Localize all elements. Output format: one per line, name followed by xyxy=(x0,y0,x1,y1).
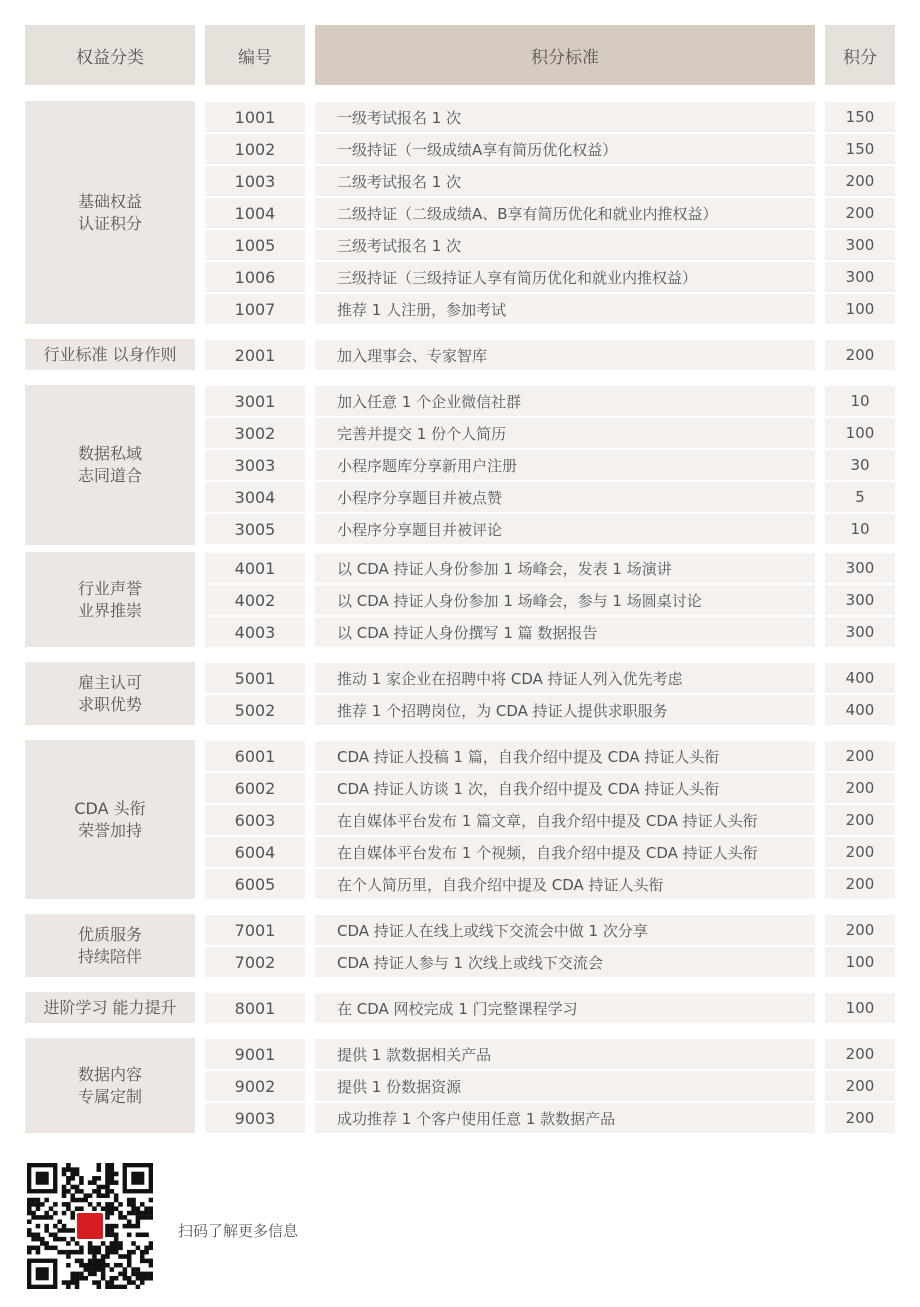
category-label: 雇主认可 xyxy=(77,672,142,692)
row-description: 成功推荐 1 个客户使用任意 1 款数据产品 xyxy=(315,1103,815,1133)
category-label: 行业标准 以身作则 xyxy=(43,344,177,364)
category-label: 基础权益 xyxy=(77,191,142,211)
table-row xyxy=(25,695,895,725)
row-code: 1001 xyxy=(205,102,305,132)
row-description: 推动 1 家企业在招聘中将 CDA 持证人列入优先考虑 xyxy=(315,663,815,693)
row-description: 提供 1 份数据资源 xyxy=(315,1071,815,1101)
header-points: 积分 xyxy=(825,25,895,85)
row-description: 完善并提交 1 份个人简历 xyxy=(315,418,815,448)
row-code: 1007 xyxy=(205,294,305,324)
row-code: 3001 xyxy=(205,386,305,416)
category-group xyxy=(25,740,895,899)
row-points: 200 xyxy=(825,869,895,899)
row-points: 100 xyxy=(825,418,895,448)
header-standard: 积分标准 xyxy=(315,25,815,85)
row-code: 7002 xyxy=(205,947,305,977)
row-description: 二级持证（二级成绩A、B享有简历优化和就业内推权益） xyxy=(315,198,815,228)
row-points: 300 xyxy=(825,585,895,615)
row-points: 400 xyxy=(825,663,895,693)
category-group xyxy=(25,914,895,977)
category-group xyxy=(25,662,895,725)
row-code: 3004 xyxy=(205,482,305,512)
row-code: 6001 xyxy=(205,741,305,771)
qr-code xyxy=(27,1163,153,1289)
row-description: CDA 持证人参与 1 次线上或线下交流会 xyxy=(315,947,815,977)
row-description: 推荐 1 人注册，参加考试 xyxy=(315,294,815,324)
category-group xyxy=(25,101,895,324)
row-description: 推荐 1 个招聘岗位，为 CDA 持证人提供求职服务 xyxy=(315,695,815,725)
table-row xyxy=(25,773,895,803)
qr-logo-icon xyxy=(77,1213,103,1239)
row-description: 三级持证（三级持证人享有简历优化和就业内推权益） xyxy=(315,262,815,292)
row-description: 在个人简历里，自我介绍中提及 CDA 持证人头衔 xyxy=(315,869,815,899)
row-description: 小程序分享题目并被点赞 xyxy=(315,482,815,512)
row-code: 9002 xyxy=(205,1071,305,1101)
row-description: 提供 1 款数据相关产品 xyxy=(315,1039,815,1069)
row-points: 150 xyxy=(825,102,895,132)
row-code: 6002 xyxy=(205,773,305,803)
row-points: 200 xyxy=(825,340,895,370)
category-label: 认证积分 xyxy=(77,213,142,233)
qr-caption: 扫码了解更多信息 xyxy=(178,1222,299,1240)
table-row xyxy=(25,663,895,693)
row-points: 300 xyxy=(825,230,895,260)
table-row xyxy=(25,134,895,164)
category-label: 志同道合 xyxy=(77,466,142,485)
row-points: 200 xyxy=(825,198,895,228)
row-description: 加入理事会、专家智库 xyxy=(315,340,815,370)
row-points: 200 xyxy=(825,1039,895,1069)
row-code: 8001 xyxy=(205,993,305,1023)
table-row xyxy=(25,617,895,647)
category-label: 进阶学习 能力提升 xyxy=(43,997,177,1017)
row-code: 1005 xyxy=(205,230,305,260)
category-label: CDA 头衔 xyxy=(74,798,146,818)
row-code: 3005 xyxy=(205,514,305,544)
row-description: 小程序分享题目并被评论 xyxy=(315,514,815,544)
row-description: 以 CDA 持证人身份撰写 1 篇 数据报告 xyxy=(315,617,815,647)
table-row xyxy=(25,340,895,370)
row-description: 一级考试报名 1 次 xyxy=(315,102,815,132)
row-code: 6004 xyxy=(205,837,305,867)
row-points: 200 xyxy=(825,915,895,945)
row-points: 200 xyxy=(825,773,895,803)
row-description: CDA 持证人在线上或线下交流会中做 1 次分享 xyxy=(315,915,815,945)
table-row xyxy=(25,869,895,899)
category-group xyxy=(25,992,895,1023)
row-description: 加入任意 1 个企业微信社群 xyxy=(315,386,815,416)
row-description: 在自媒体平台发布 1 个视频，自我介绍中提及 CDA 持证人头衔 xyxy=(315,837,815,867)
row-code: 1003 xyxy=(205,166,305,196)
row-code: 1002 xyxy=(205,134,305,164)
row-points: 200 xyxy=(825,166,895,196)
table-row xyxy=(25,837,895,867)
table-row xyxy=(25,386,895,416)
row-points: 100 xyxy=(825,993,895,1023)
row-description: 三级考试报名 1 次 xyxy=(315,230,815,260)
row-code: 4001 xyxy=(205,553,305,583)
row-code: 9001 xyxy=(205,1039,305,1069)
row-points: 400 xyxy=(825,695,895,725)
table-row xyxy=(25,993,895,1023)
row-description: 在自媒体平台发布 1 篇文章，自我介绍中提及 CDA 持证人头衔 xyxy=(315,805,815,835)
row-description: CDA 持证人访谈 1 次，自我介绍中提及 CDA 持证人头衔 xyxy=(315,773,815,803)
row-code: 2001 xyxy=(205,340,305,370)
row-points: 5 xyxy=(825,482,895,512)
table-row xyxy=(25,482,895,512)
table-row xyxy=(25,585,895,615)
table-row xyxy=(25,450,895,480)
row-description: 在 CDA 网校完成 1 门完整课程学习 xyxy=(315,993,815,1023)
row-code: 1006 xyxy=(205,262,305,292)
category-group xyxy=(25,385,895,545)
category-label: 持续陪伴 xyxy=(77,946,142,966)
row-points: 300 xyxy=(825,617,895,647)
row-code: 6005 xyxy=(205,869,305,899)
row-points: 10 xyxy=(825,386,895,416)
category-group xyxy=(25,552,895,647)
table-row xyxy=(25,166,895,196)
row-code: 6003 xyxy=(205,805,305,835)
category-label: 数据私域 xyxy=(77,444,142,463)
table-row xyxy=(25,418,895,448)
row-points: 200 xyxy=(825,1071,895,1101)
category-label: 荣誉加持 xyxy=(77,820,142,840)
table-row xyxy=(25,915,895,945)
category-label: 优质服务 xyxy=(77,924,142,944)
row-points: 200 xyxy=(825,805,895,835)
row-code: 5002 xyxy=(205,695,305,725)
row-points: 30 xyxy=(825,450,895,480)
row-description: 一级持证（一级成绩A享有简历优化权益） xyxy=(315,134,815,164)
table-row xyxy=(25,102,895,132)
table-row xyxy=(25,262,895,292)
row-code: 7001 xyxy=(205,915,305,945)
row-points: 200 xyxy=(825,741,895,771)
row-code: 3003 xyxy=(205,450,305,480)
category-label: 数据内容 xyxy=(77,1064,142,1084)
row-code: 5001 xyxy=(205,663,305,693)
table-row xyxy=(25,198,895,228)
row-points: 100 xyxy=(825,294,895,324)
header-category: 权益分类 xyxy=(25,25,195,85)
table-row xyxy=(25,1071,895,1101)
row-points: 300 xyxy=(825,262,895,292)
row-points: 150 xyxy=(825,134,895,164)
row-description: 二级考试报名 1 次 xyxy=(315,166,815,196)
category-label: 业界推崇 xyxy=(77,600,142,620)
category-label: 行业声誉 xyxy=(77,578,142,598)
row-code: 4002 xyxy=(205,585,305,615)
row-points: 10 xyxy=(825,514,895,544)
row-description: 以 CDA 持证人身份参加 1 场峰会，参与 1 场圆桌讨论 xyxy=(315,585,815,615)
category-group xyxy=(25,339,895,370)
header-code: 编号 xyxy=(205,25,305,85)
table-row xyxy=(25,947,895,977)
row-code: 9003 xyxy=(205,1103,305,1133)
table-row xyxy=(25,553,895,583)
row-description: CDA 持证人投稿 1 篇，自我介绍中提及 CDA 持证人头衔 xyxy=(315,741,815,771)
table-row xyxy=(25,1103,895,1133)
row-description: 小程序题库分享新用户注册 xyxy=(315,450,815,480)
row-points: 200 xyxy=(825,837,895,867)
row-code: 3002 xyxy=(205,418,305,448)
category-label: 求职优势 xyxy=(77,694,142,714)
row-points: 200 xyxy=(825,1103,895,1133)
table-row xyxy=(25,294,895,324)
category-group xyxy=(25,1038,895,1133)
row-description: 以 CDA 持证人身份参加 1 场峰会，发表 1 场演讲 xyxy=(315,553,815,583)
row-code: 1004 xyxy=(205,198,305,228)
table-row xyxy=(25,514,895,544)
category-label: 专属定制 xyxy=(77,1086,142,1106)
table-row xyxy=(25,230,895,260)
table-row xyxy=(25,741,895,771)
row-points: 300 xyxy=(825,553,895,583)
table-row xyxy=(25,1039,895,1069)
row-points: 100 xyxy=(825,947,895,977)
table-row xyxy=(25,805,895,835)
row-code: 4003 xyxy=(205,617,305,647)
